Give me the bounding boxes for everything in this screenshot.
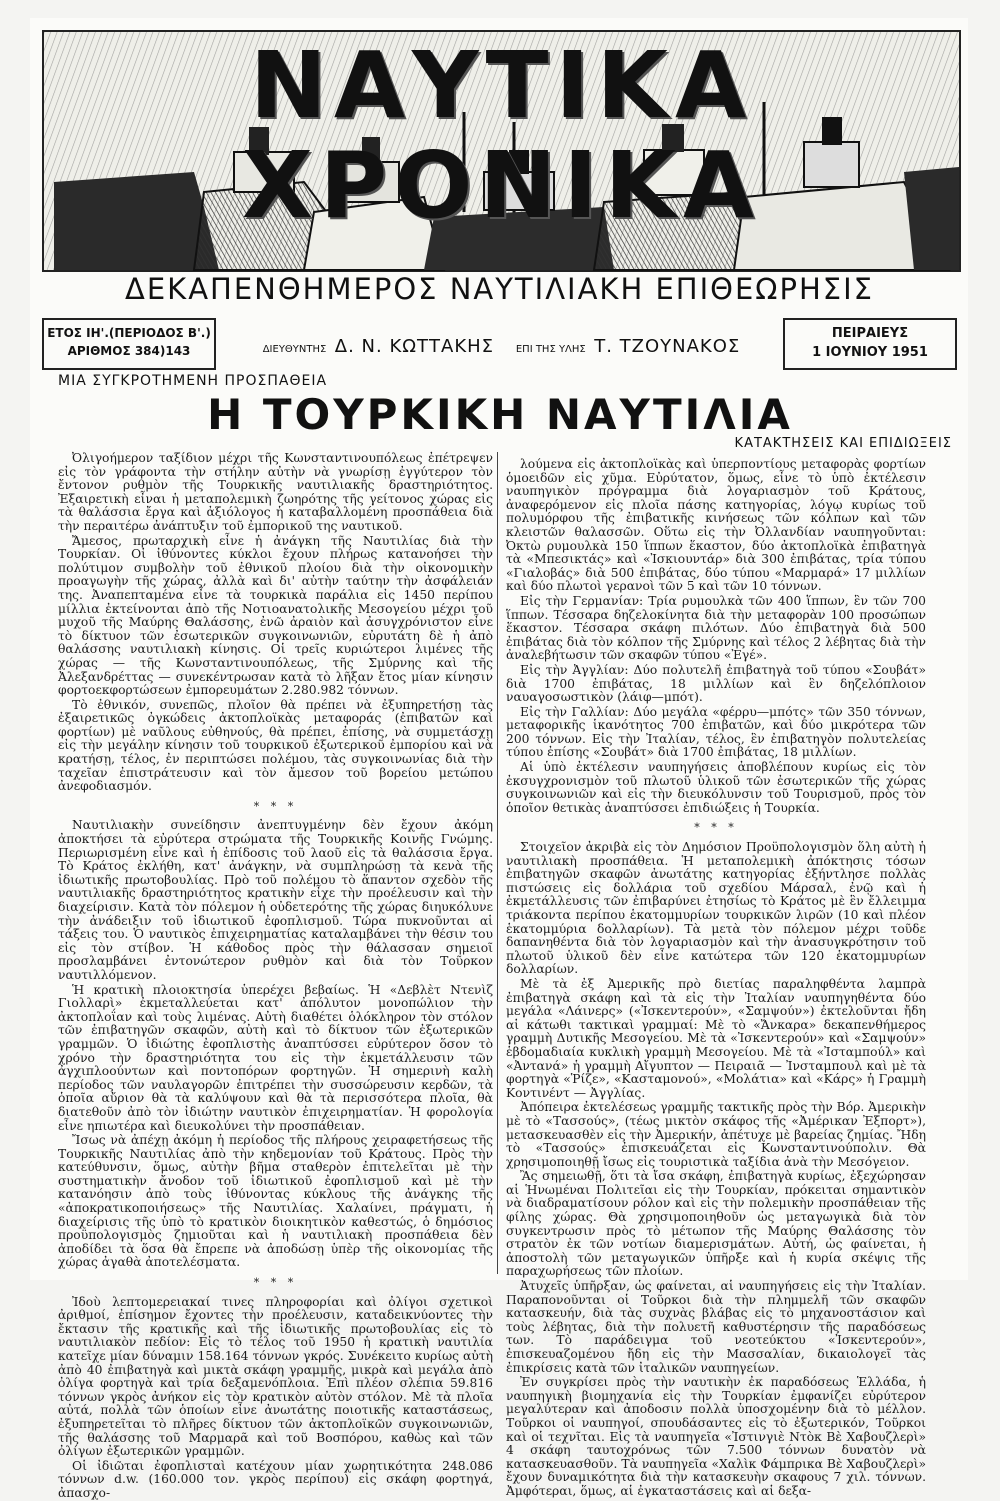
article-kicker: ΜΙΑ ΣΥΓΚΡΟΤΗΜΕΝΗ ΠΡΟΣΠΑΘΕΙΑ [58, 373, 328, 389]
paragraph: Ἄμεσος, πρωταρχικὴ εἶνε ἡ ἀνάγκη τῆς Ναυτιλίας διὰ τὴν Τουρκίαν. Οἱ ἰθύνοντες κύκλοι ἔχουν πλήρως κατανοήσει τὴν πολύτιμον συμβολὴν τοῦ ἐθνικοῦ πλοίου διὰ τὴν οἰκονομικὴν προαγωγὴν τῆς χώρας, ἀλλὰ καὶ δι' αὐτὴν ταύτην τὴν ἀσφάλειάν της. Ἀναπεπταμένα εἶνε τὰ τουρκικὰ παράλια εἰς 1450 περίπου μίλλια ἐκτείνονται ἀπὸ τῆς Νοτιοανατολικῆς Μεσογείου μέχρι τοῦ μυχοῦ τῆς Μαύρης Θαλάσσης, ἐνῶ ἀραιὸν καὶ ἀσυγχρόνιστον εἶνε τὸ δίκτυον τῶν ἐσωτερικῶν συγκοινωνιῶν, εὐρυτάτη δὲ ἡ ἀπὸ θαλάσσης ναυτιλιακὴ κίνησις. Οἱ τρεῖς κυριώτεροι λιμένες τῆς χώρας — τῆς Κωνσταντινουπόλεως, τῆς Σμύρνης καὶ τῆς Ἀλεξανδρέττας — συνεκέντρωσαν κατὰ τὸ λῆξαν ἔτος μίαν κίνησιν φορτοεκφορτώσεων ἐμπορευμάτων 2.280.982 τόννων. [58, 533, 493, 698]
article-column-1 [58, 451, 493, 1500]
paragraph: Οἱ ἰδιῶται ἐφοπλισταὶ κατέχουν μίαν χωρητικότητα 248.086 τόννων d.w. (160.000 τον. γκρὸς περίπου) εἰς σκάφη φορτηγά, ἀπασχο- [58, 1458, 493, 1500]
paragraph: Ἴσως νὰ ἀπέχῃ ἀκόμη ἡ περίοδος τῆς πλήρους χειραφετήσεως τῆς Τουρκικῆς Ναυτιλίας ἀπὸ τὴν κηδεμονίαν τοῦ Κράτους. Πρὸς τὴν κατεύθυνσιν, ὅμως, αὐτὴν βῆμα σταθερὸν ἐπιτελεῖται μὲ τὴν συστηματικὴν ἄνοδον τοῦ ἰδιωτικοῦ ἐφοπλισμοῦ καὶ μὲ τὴν κατανόησιν ἀπὸ τοὺς ἰθύνοντας κύκλους τῆς ἀνάγκης τῆς «ἀποκρατικοποιήσεως» τῆς Ναυτιλίας. Χαλαίνει, πράγματι, ἡ διαχείρισις τῆς ὑπὸ τὸ κρατικὸν διοικητικὸν καθεστώς, ὁ δημόσιος προϋπολογισμὸς ζημιοῦται καὶ ἡ ναυτιλιακὴ προσπάθεια δὲν ἀποδίδει τὰ ὅσα θὰ ἔπρεπε νὰ ἀποδώσῃ ὑπὲρ τῆς οἰκονομίας τῆς χώρας ἀγαθὰ ἀποτελέσματα. [58, 1133, 493, 1270]
paragraph: Ἰδοὺ λεπτομερειακαί τινες πληροφορίαι καὶ ὀλίγοι σχετικοὶ ἀριθμοί, ἐπίσημον ἔχοντες τὴν προέλευσιν, καταδεικνύοντες τὴν ἔκτασιν τῆς κρατικῆς καὶ τῆς ἰδιωτικῆς πρωτοβουλίας εἰς τὸ ναυτιλιακὸν πεδίον: Εἰς τὸ τέλος τοῦ 1950 ἡ κρατικὴ ναυτιλία κατεῖχε μίαν δύναμιν 158.164 τόννων γκρός. Συνέκειτο κυρίως αὐτὴ ἀπὸ 40 ἐπιβατηγὰ καὶ μικτὰ σκάφη γραμμῆς, μικρὰ καὶ μεγάλα ἀπὸ ὀλίγα φορτηγὰ καὶ τρία δεξαμενόπλοια. Ἐπὶ πλέον σλέπια 59.816 τόννων γκρὸς ἀνήκον εἰς τὸν κρατικὸν αὐτὸν στόλον. Μὲ τὰ πλοῖα αὐτά, πολλὰ τῶν ὁποίων εἶνε ἀνωτάτης ποιοτικῆς καταστάσεως, ἐξυπηρετεῖται τὸ πλῆρες δίκτυον τῶν ἀκτοπλοϊκῶν συγκοινωνιῶν, τῆς θαλάσσης τοῦ Μαρμαρᾶ καὶ τοῦ Βοσπόρου, καθὼς καὶ τῶν ὀλίγων ἐξωτερικῶν γραμμῶν. [58, 1294, 493, 1459]
paragraph: Τὸ ἐθνικόν, συνεπῶς, πλοῖον θὰ πρέπει νὰ ἐξυπηρετήσῃ τὰς ἐξαιρετικῶς ὀγκώδεις ἀκτοπλοϊκὰς μεταφοράς (ἐπιβατῶν καὶ φορτίων) μὲ ναῦλους εὐθηνούς, θὰ πρέπει, ἐπίσης, νὰ συμμετάσχῃ εἰς τὴν μεγάλην κίνησιν τοῦ τουρκικοῦ ἐξωτερικοῦ ἐμπορίου καὶ νὰ κρατήσῃ, τέλος, ἐν περιπτώσει πολέμου, τὰς συγκοινωνίας διὰ τὴν ταχεῖαν ἐπιστράτευσιν καὶ τὸν ἄμεσον τοῦ βορείου μετώπου ἀνεφοδιασμόν. [58, 697, 493, 794]
paragraph: λούμενα εἰς ἀκτοπλοϊκὰς καὶ ὑπερποντίους μεταφορὰς φορτίων ὁμοειδῶν εἰς χῦμα. Εὐρύτατον, ὅμως, εἶνε τὸ ὑπὸ ἐκτέλεσιν ναυπηγικὸν πρόγραμμα διὰ λογαριασμὸν τοῦ Κράτους, ἀναφερόμενον εἰς πλοῖα πάσης κατηγορίας, λόγῳ κυρίως τοῦ πολυμόρφου τῆς ἐπιβατικῆς κινήσεως τῶν κόλπων καὶ τῶν κλειστῶν θαλασσῶν. Οὕτω εἰς τὴν Ὀλλανδίαν ναυπηγοῦνται: Ὀκτὼ ρυμουλκὰ 150 ἵππων ἕκαστον, δύο ἀκτοπλοϊκὰ ἐπιβατηγὰ τὰ «Μπεσικτάς» καὶ «Ἰσκιουντάρ» διὰ 300 ἐπιβάτας, τρία τύπου «Γιαλοβάς» διὰ 500 ἐπιβάτας, δύο τύπου «Μαρμαρά» 17 μιλλίων καὶ δύο πλωτοὶ γερανοὶ τῶν 5 καὶ τῶν 10 τόννων. [506, 457, 926, 594]
material-label: ΕΠΙ ΤΗΣ ΥΛΗΣ [515, 344, 586, 355]
paragraph: Ἂς σημειωθῇ, ὅτι τὰ ἴσα σκάφη, ἐπιβατηγὰ κυρίως, ἐξεχώρησαν αἱ Ἡνωμέναι Πολιτεῖαι εἰς τὴν Τουρκίαν, πρόκειται σημαντικὸν νὰ διαδραματίσουν ρόλον καὶ εἰς τὴν πολεμικὴν προσπάθειαν τῆς φίλης χώρας. Θὰ χρησιμοποιηθοῦν ὡς μεταγωγικὰ διὰ τὸν συγκεντρωσιν πρὸς τὸ μέτωπον τῆς Μαύρης Θαλάσσης τὸν στρατὸν ἐκ τῶν νοτίων διαμερισμάτων. Αὐτή, ὡς φαίνεται, ἡ ἀποστολὴ τῶν μεταγωγικῶν ὑπῆρξε καὶ ἡ κυρία σκέψις τῆς παραχωρήσεως τῶν πλοίων. [506, 1169, 926, 1279]
masthead-subtitle: ΔΕΚΑΠΕΝΘΗΜΕΡΟΣ ΝΑΥΤΙΛΙΑΚΗ ΕΠΙΘΕΩΡΗΣΙΣ [125, 272, 874, 306]
paragraph: Αἱ ὑπὸ ἐκτέλεσιν ναυπηγήσεις ἀποβλέπουν κυρίως εἰς τὸν ἐκσυγχρονισμὸν τοῦ πλωτοῦ ὑλικοῦ τῶν ἐσωτερικῶν τῆς χώρας συγκοινωνιῶν καὶ εἰς τὴν διευκόλυνσιν τοῦ Τουρισμοῦ, πρὸς τὸν ὁποῖον θετικὰς ἀναπτύσσει ἐπιδιώξεις ἡ Τουρκία. [506, 760, 926, 815]
paragraph: Ἐν συγκρίσει πρὸς τὴν ναυτικὴν ἐκ παραδόσεως Ἑλλάδα, ἡ ναυπηγικὴ βιομηχανία εἰς τὴν Τουρκίαν ἐμφανίζει εὐρύτερον μεγαλύτεραν καὶ ἀποδοσιν πολλὰ ὑποσχομένην διὰ τὸ μέλλον. Τοῦρκοι οἱ ναυπηγοί, σπουδάσαντες εἰς τὸ ἐξωτερικόν, Τοῦρκοι καὶ οἱ τεχνῖται. Εἰς τὰ ναυπηγεῖα «Ἰστινγιὲ Ντὸκ Βὲ Χαβουζλερὶ» 4 σκάφη ταυτοχρόνως τῶν 7.500 τόννων δυνατὸν νὰ κατασκευασθοῦν. Τὰ ναυπηγεῖα «Χαλὶκ Φάμπρικα Βὲ Χαβουζλερὶ» ἔχουν δυναμικότητα διὰ τὴν κατασκευὴν σκαφους 7 χιλ. τόννων. Ἀμφότεραι, ὅμως, αἱ ἐγκαταστάσεις καὶ αἱ δεξα- [506, 1375, 926, 1498]
paragraph: Εἰς τὴν Ἀγγλίαν: Δύο πολυτελῆ ἐπιβατηγὰ τοῦ τύπου «Σουβάτ» διὰ 1700 ἐπιβάτας, 18 μιλλίων καὶ ἓν δηζελόπλοιον ναυαγοσωστικὸν (λάιφ—μπότ). [506, 662, 926, 705]
paragraph: Εἰς τὴν Γερμανίαν: Τρία ρυμουλκὰ τῶν 400 ἵππων, ἓν τῶν 700 ἵππων. Τέσσαρα δηζελοκίνητα διὰ τὴν μεταφορὰν 100 προσώπων ἕκαστον. Τέσσαρα σκάφη πιλότων. Δύο ἐπιβατηγὰ διὰ 500 ἐπιβάτας διὰ τὸν κόλπον τῆς Σμύρνης καὶ τέλος 2 λέβητας διὰ τὴν ἀναλεβήτωσιν τῶν σκαφῶν τύπου «Ἐγέ». [506, 593, 926, 663]
masthead [42, 30, 961, 272]
article-headline: Η ΤΟΥΡΚΙΚΗ ΝΑΥΤΙΛΙΑ [207, 390, 793, 439]
article-column-2 [506, 457, 926, 1498]
issue-year: ΕΤΟΣ ΙΗ'.(ΠΕΡΙΟΔΟΣ Β'.) [47, 326, 211, 340]
issue-date: 1 ΙΟΥΝΙΟΥ 1951 [812, 345, 928, 360]
director-name: Δ. Ν. ΚΩΤΤΑΚΗΣ [334, 336, 495, 357]
paragraph: Ἡ κρατικὴ πλοιοκτησία ὑπερέχει βεβαίως. Ἡ «Δεβλὲτ Ντενὶζ Γιολλαρὶ» ἐκμεταλλεύεται κατ' ἀπόλυτον μονοπώλιον τὴν ἀκτοπλοΐαν καὶ τοὺς λιμένας. Αὐτὴ διαθέτει ὁλόκληρον τὸν στόλον τῶν ἐπιβατηγῶν σκαφῶν, αὐτὴ καὶ τὸ δίκτυον τῶν ἐξωτερικῶν γραμμῶν. Ὁ ἰδιώτης ἐφοπλιστὴς ἀναπτύσσει εὐρύτερον ὅσον τὸ χρόνο τὴν δραστηριότητα του εἰς τὴν ἐκμετάλλευσιν τῶν ἀγχιπλοούντων καὶ ποντοπόρων φορτηγῶν. Ἡ σημερινὴ καλὴ περίοδος τῶν ναυλαγορῶν ἐπιτρέπει τὴν συσσώρευσιν κερδῶν, τὰ ὁποῖα αὔριον θὰ τὰ καλύψουν καὶ θὰ τὰ περισσότερα πλοῖα, θὰ διατεθοῦν ἀπὸ τὸν ἰδιώτην ναυτικὸν ἐπιχειρηματίαν. Ἡ φορολογία εἶνε ηπιωτέρα καὶ διευκολύνει τὴν προσπάθειαν. [58, 982, 493, 1133]
paragraph: Στοιχεῖον ἀκριβὰ εἰς τὸν Δημόσιον Προϋπολογισμὸν ὅλη αὐτὴ ἡ ναυτιλιακὴ προσπάθεια. Ἡ μεταπολεμικὴ ἀπόκτησις τόσων ἐπιβατηγῶν σκαφῶν ἀνωτάτης κατηγορίας ἐξήντλησε πολλὰς πιστώσεις εἰς δολλάρια τοῦ σχεδίου Μάρσαλ, ἐνῷ καὶ ἡ ἐκμετάλλευσις τῶν ἐπιβαρύνει ἐτησίως τὸ Κράτος μὲ ἓν ἔλλειμμα τριάκοντα περίπου ἑκατομμυρίων τουρκικῶν λιρῶν (10 καὶ πλέον ἑκατομμύρια δολλαρίων). Τὰ μετὰ τὸν πόλεμον μέχρι τοῦδε δαπανηθέντα διὰ τὸν λογαριασμὸν καὶ τὴν ἀνασυγκρότησιν τοῦ πλωτοῦ ὑλικοῦ δὲν εἶνε κατώτερα τῶν 120 ἑκατομμυρίων δολλαρίων. [506, 840, 926, 977]
article-deck: ΚΑΤΑΚΤΗΣΕΙΣ ΚΑΙ ΕΠΙΔΙΩΞΕΙΣ [734, 436, 952, 451]
paragraph: Εἰς τὴν Γαλλίαν: Δύο μεγάλα «φέρρυ—μπότς» τῶν 350 τόννων, μεταφορικῆς ἱκανότητος 700 ἐπιβατῶν, καὶ δύο μικρότερα τῶν 200 τόννων. Εἰς τὴν Ἰταλίαν, τέλος, ἓν ἐπιβατηγὸν πολυτελείας τύπου ἐπίσης «Σουβάτ» διὰ 1700 ἐπιβάτας, 18 μιλλίων. [506, 704, 926, 760]
paragraph: Ὀλιγοήμερον ταξίδιον μέχρι τῆς Κωνσταντινουπόλεως ἐπέτρεψεν εἰς τὸν γράφοντα τὴν στήλην αὐτὴν νὰ γνωρίσῃ ἐγγύτερον τὸν ἔντονον ρυθμὸν τῆς Τουρκικῆς ναυτιλιακῆς δραστηριότητος. Ἐξαιρετικὴ εἶναι ἡ μεταπολεμικὴ ζωηρότης τῆς γείτονος χώρας εἰς τὰ θαλάσσια ἔργα καὶ ἀξιόλογος ἡ καταβαλλομένη προσπάθεια διὰ τὴν περαιτέρω ἀνάπτυξιν τοῦ ἐμπορικοῦ της ναυτικοῦ. [58, 451, 493, 533]
section-separator: * * * [253, 799, 298, 813]
issue-info-bar [42, 318, 957, 370]
paragraph: Ἀτυχεῖς ὑπῆρξαν, ὡς φαίνεται, αἱ ναυπηγήσεις εἰς τὴν Ἰταλίαν. Παραπονοῦνται οἱ Τοῦρκοι διὰ τὴν πλημμελῆ τῶν σκαφῶν κατασκευήν, διὰ τὰς συχνὰς βλάβας εἰς τὸ μηχανοστάσιον καὶ τοὺς λέβητας, διὰ τὴν πολυετῆ καθυστέρησιν τῆς παραδόσεως των. Τὸ παράδειγμα τοῦ νεοτεύκτου «Ἰσκεντερούν», ἐπισκευαζομένου ἤδη εἰς τὴν Μασσαλίαν, δικαιολογεῖ τὰς ἐπικρίσεις κατὰ τῶν ἰταλικῶν ναυπηγείων. [506, 1279, 926, 1375]
paragraph: Ναυτιλιακὴν συνείδησιν ἀνεπτυγμένην δὲν ἔχουν ἀκόμη ἀποκτήσει τὰ εὐρύτερα στρώματα τῆς Τουρκικῆς Κοινῆς Γνώμης. Περιωρισμένη εἶνε καὶ ἡ ἐπίδοσις τοῦ λαοῦ εἰς τὰ θαλάσσια ἔργα. Τὸ Κράτος ἐκλήθη, κατ' ἀνάγκην, νὰ συμπληρώσῃ τὰ κενὰ τῆς ἰδιωτικῆς πρωτοβουλίας. Πρὸ τοῦ πολέμου τὸ ἅπαντον σχεδὸν τῆς ναυτιλιακῆς δραστηριότητος κρατικὴν εἶχε τὴν προέλευσιν καὶ τὴν διαχείρισιν. Κατὰ τὸν πόλεμον ἡ οὐδετερότης τῆς χώρας διηυκόλυνε τὴν ἀνάδειξιν τοῦ ἰδιωτικοῦ ἐφοπλισμοῦ. Τώρα πυκνοῦνται αἱ τάξεις του. Ὁ ναυτικὸς ἐπιχειρηματίας καταλαμβάνει τὴν θέσιν του εἰς τὸν στίβον. Ἡ κάθοδος πρὸς τὴν θάλασσαν σημειοῖ προσλαμβάνει ἐντονώτερον ρυθμὸν καὶ διὰ τὸν Τοῦρκον ναυτιλλόμενον. [58, 818, 493, 982]
masthead-title: ΝΑΥΤΙΚΑ ΧΡΟΝΙΚΑ [241, 32, 762, 239]
editors-line [227, 336, 772, 357]
director-label: ΔΙΕΥΘΥΝΤΗΣ [262, 344, 327, 355]
paragraph: Ἀπόπειρα ἐκτελέσεως γραμμῆς τακτικῆς πρὸς τὴν Βόρ. Ἀμερικὴν μὲ τὸ «Τασσούς», (τέως μικτὸν σκάφος τῆς «Ἀμέρικαν Ἐξπορτ»), μετασκευασθὲν εἰς τὴν Ἀμερικήν, ἀπέτυχε μὲ βαρείας ζημίας. Ἤδη τὸ «Τασσούς» ἐπισκευάζεται εἰς Κωνσταντινούπολιν. Θὰ χρησιμοποιηθῇ ἴσως εἰς τουριστικὰ ταξίδια ἀνὰ τὴν Μεσόγειον. [506, 1100, 926, 1169]
paragraph: Μὲ τὰ ἐξ Ἀμερικῆς πρὸ διετίας παραληφθέντα λαμπρὰ ἐπιβατηγὰ σκάφη καὶ τὰ εἰς τὴν Ἰταλίαν ναυπηγηθέντα δύο μεγάλα «Λάινερς» («Ἰσκεντερούν», «Σαμψούν») ἐκτελοῦνται ἤδη αἱ κάτωθι τακτικαὶ γραμμαί: Μὲ τὸ «Ἄνκαρα» δεκαπενθήμερος γραμμὴ Δυτικῆς Μεσογείου. Μὲ τὰ «Ἰσκεντερούν» καὶ «Σαμψούν» ἑβδομαδιαία κυκλικὴ γραμμὴ Μεσογείου. Μὲ τὰ «Ἰσταμπούλ» καὶ «Ἀντανά» ἡ γραμμὴ Αἴγυπτον — Πειραιᾶ — Ἰνσταμπουλ καὶ μὲ τὰ φορτηγὰ «Ῥίζε», «Κασταμονού», «Μολάτια» καὶ «Κάρς» ἡ Γραμμὴ Κοντινέντ — Ἀγγλίας. [506, 976, 926, 1100]
issue-number-box [42, 318, 216, 370]
place-date-box [783, 318, 957, 370]
issue-city: ΠΕΙΡΑΙΕΥΣ [831, 326, 909, 341]
material-name: Τ. ΤΖΟΥΝΑΚΟΣ [594, 336, 741, 357]
issue-number: ΑΡΙΘΜΟΣ 384)143 [67, 344, 191, 358]
section-separator: * * * [253, 1276, 298, 1290]
section-separator: * * * [694, 821, 738, 835]
column-divider [497, 452, 498, 1274]
